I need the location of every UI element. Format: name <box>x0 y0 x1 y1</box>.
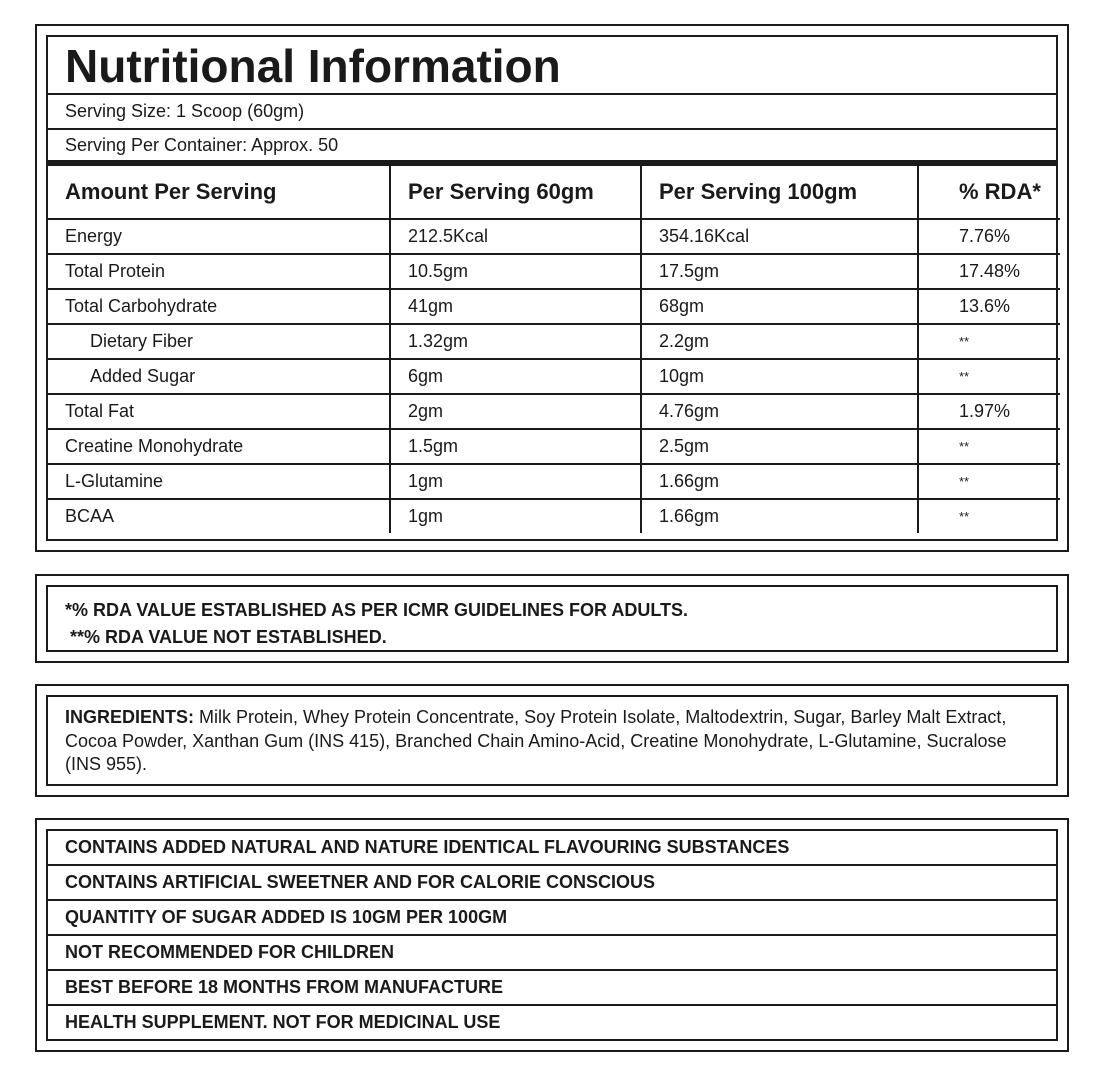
value-rda: 7.76% <box>918 219 1060 254</box>
table-row <box>48 289 1060 324</box>
value-per-100gm: 354.16Kcal <box>641 219 918 254</box>
statement-sweetener: CONTAINS ARTIFICIAL SWEETNER AND FOR CALORIE CONSCIOUS <box>48 866 1056 901</box>
nutrient-name: Total Protein <box>48 254 390 289</box>
rda-notes-box <box>46 585 1058 652</box>
value-rda: ** <box>918 359 1060 394</box>
value-per-100gm: 4.76gm <box>641 394 918 429</box>
value-per-60gm: 1gm <box>390 499 641 533</box>
value-per-100gm: 68gm <box>641 289 918 324</box>
table-row <box>48 429 1060 464</box>
rda-note-established: *% RDA VALUE ESTABLISHED AS PER ICMR GUIDELINES FOR ADULTS. <box>65 600 689 620</box>
nutrient-name: Creatine Monohydrate <box>48 429 390 464</box>
nutrient-name: L-Glutamine <box>48 464 390 499</box>
table-row <box>48 219 1060 254</box>
table-row <box>48 254 1060 289</box>
nutrient-name: Dietary Fiber <box>48 324 390 359</box>
value-rda: ** <box>918 429 1060 464</box>
serving-size-row <box>48 95 1056 130</box>
value-per-60gm: 41gm <box>390 289 641 324</box>
ingredients-label: INGREDIENTS: <box>65 707 195 727</box>
ingredients-text: Milk Protein, Whey Protein Concentrate, Soy Protein Isolate, Maltodextrin, Sugar, Barley Malt Extract, Cocoa Powder, Xanthan Gum (INS 415), Branched Chain Amino-Acid, Creatine Monohydrate, L-Glutamine, Sucralose (INS 955). <box>65 707 1007 774</box>
nutrition-box <box>46 35 1058 541</box>
nutrient-name: Total Fat <box>48 394 390 429</box>
column-header-per-60gm: Per Serving 60gm <box>390 166 641 219</box>
statement-health-supplement: HEALTH SUPPLEMENT. NOT FOR MEDICINAL USE <box>65 1012 501 1032</box>
nutrient-name: Energy <box>48 219 390 254</box>
table-row <box>48 359 1060 394</box>
value-per-100gm: 2.2gm <box>641 324 918 359</box>
serving-size: Serving Size: 1 Scoop (60gm) <box>65 101 305 121</box>
nutrient-name: Added Sugar <box>48 359 390 394</box>
nutrient-name: BCAA <box>48 499 390 533</box>
value-per-60gm: 6gm <box>390 359 641 394</box>
column-header-rda: % RDA* <box>918 166 1060 219</box>
value-per-60gm: 2gm <box>390 394 641 429</box>
statement-best-before: BEST BEFORE 18 MONTHS FROM MANUFACTURE <box>48 971 1056 1006</box>
value-rda: 13.6% <box>918 289 1060 324</box>
value-rda: ** <box>918 324 1060 359</box>
value-per-60gm: 1gm <box>390 464 641 499</box>
rda-note-not-established: **% RDA VALUE NOT ESTABLISHED. <box>65 627 387 647</box>
value-per-100gm: 2.5gm <box>641 429 918 464</box>
value-per-60gm: 1.32gm <box>390 324 641 359</box>
value-rda: 17.48% <box>918 254 1060 289</box>
rda-notes-panel <box>35 574 1069 663</box>
statements-panel <box>35 818 1069 1052</box>
table-row <box>48 464 1060 499</box>
column-header-per-100gm: Per Serving 100gm <box>641 166 918 219</box>
statement-flavouring: CONTAINS ADDED NATURAL AND NATURE IDENTICAL FLAVOURING SUBSTANCES <box>48 831 1056 866</box>
value-per-100gm: 10gm <box>641 359 918 394</box>
table-header-row <box>48 166 1060 219</box>
servings-per-container: Serving Per Container: Approx. 50 <box>65 134 339 155</box>
page-title: Nutritional Information <box>65 40 561 92</box>
nutrition-table <box>48 166 1060 533</box>
value-per-60gm: 212.5Kcal <box>390 219 641 254</box>
ingredients-panel <box>35 684 1069 797</box>
servings-per-container-row <box>48 130 1056 166</box>
table-row <box>48 324 1060 359</box>
value-rda: ** <box>918 464 1060 499</box>
nutrient-name: Total Carbohydrate <box>48 289 390 324</box>
table-row <box>48 394 1060 429</box>
statement-children: NOT RECOMMENDED FOR CHILDREN <box>48 936 1056 971</box>
value-rda: 1.97% <box>918 394 1060 429</box>
value-rda: ** <box>959 509 970 524</box>
table-row <box>48 499 1060 533</box>
column-header-amount: Amount Per Serving <box>48 166 390 219</box>
title-row <box>48 37 1056 95</box>
value-per-60gm: 10.5gm <box>390 254 641 289</box>
value-per-100gm: 1.66gm <box>641 499 918 533</box>
statements-box <box>46 829 1058 1041</box>
value-per-100gm: 17.5gm <box>641 254 918 289</box>
value-per-100gm: 1.66gm <box>641 464 918 499</box>
nutrition-panel <box>35 24 1069 552</box>
ingredients-box <box>46 695 1058 786</box>
value-per-60gm: 1.5gm <box>390 429 641 464</box>
statement-sugar-quantity: QUANTITY OF SUGAR ADDED IS 10GM PER 100GM <box>48 901 1056 936</box>
